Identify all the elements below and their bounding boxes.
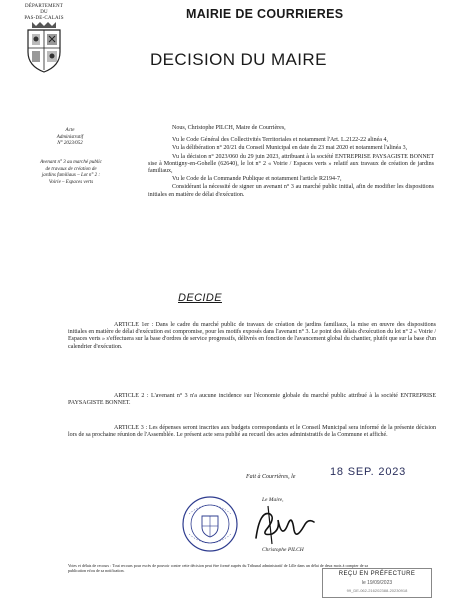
decision-object: Avenant n° 3 au marché public de travaux de création de jardins familiaux – Lot n° 2 : Voirie – Espaces verts <box>40 160 102 185</box>
ville-seal-icon <box>180 494 240 554</box>
signature-icon <box>248 500 318 548</box>
signer-name: Christophe PILCH <box>262 547 304 553</box>
stamp-title: REÇU EN PRÉFECTURE <box>338 571 416 577</box>
preamble-line: Considérant la nécessité de signer un avenant n° 3 au marché public initial, afin de modifier les dispositions initiales en matière de délai d'exécution. <box>148 184 434 198</box>
prefecture-receipt-stamp <box>322 568 432 598</box>
article-text: ARTICLE 3 : Les dépenses seront inscrites aux budgets correspondants et le Conseil Municipal sera informé de la présente décision lors de sa prochaine réunion de l'Assemblée. Le présent acte sera publié au recueil des actes administratifs de la Commune et affiché. <box>68 425 436 439</box>
acte-number: N° 2023/052 <box>57 141 83 146</box>
stamp-date: le 19/09/2023 <box>361 580 393 586</box>
article-3 <box>68 425 436 439</box>
acte-reference <box>40 128 100 148</box>
preamble-line: Vu le Code de la Commande Publique et notamment l'article R2194-7, <box>172 176 342 183</box>
preamble-line: Vu le Code Général des Collectivités Territoriales et notamment l'Art. L.2122-22 alinéa 4, <box>172 137 388 144</box>
stamp-id: 99_DE-062-216202388-20230918 <box>346 588 408 593</box>
preamble <box>148 125 434 199</box>
coat-of-arms-icon <box>24 20 64 74</box>
department-line: DU <box>40 10 48 15</box>
article-text: ARTICLE 1er : Dans le cadre du marché public de travaux de création de jardins familiaux, la mise en œuvre des dispositions initiales en matière de délai d'exécution est compromise, pour les motifs exposés dans l'avenant n° 3. Le point des délais d'exécution du lot n° 2 « Voirie / Espaces verts » s'effectuera sur la base d'ordres de service progressifs, délivrés en fonction de l'avancement global du chantier, plutôt que sur la base d'un calendrier d'exécution. <box>68 322 436 350</box>
mayor-title: Le Maire, <box>262 497 284 503</box>
mairie-heading: MAIRIE DE COURRIERES <box>186 7 344 21</box>
decide-heading: DECIDE <box>178 292 222 304</box>
signature-date-stamp: 18 SEP. 2023 <box>330 466 407 478</box>
preamble-line: Nous, Christophe PILCH, Maire de Courrières, <box>172 125 286 131</box>
preamble-line: Vu la décision n° 2023/060 du 29 juin 2023, attribuant à la société ENTREPRISE PAYSAGISTE BONNET sise à Montigny-en-Gohelle (62640), le lot n° 2 « Voirie / Espaces verts » relatif aux travaux de création de jardins familiaux, <box>148 153 434 175</box>
preamble-line: Vu la délibération n° 20/21 du Conseil Municipal en date du 23 mai 2020 et notamment l'alinéa 3, <box>172 145 408 152</box>
article-1 <box>68 322 436 351</box>
article-2 <box>68 393 436 407</box>
appeal-notice: Voies et délais de recours : Tout recours pour excès de pouvoir contre cette décision peut être formé auprès du Tribunal administratif de Lille dans un délai de deux mois à compter de sa publication et/ou de sa notification. <box>68 563 368 573</box>
department-line: PAS-DE-CALAIS <box>24 16 64 21</box>
department-line: DÉPARTEMENT <box>24 4 64 9</box>
acte-line: Administratif <box>56 134 84 140</box>
signature-place: Fait à Courrières, le <box>246 474 296 480</box>
article-text: ARTICLE 2 : L'avenant n° 3 n'a aucune incidence sur l'économie globale du marché public attribué à la société ENTREPRISE PAYSAGISTE BONNET. <box>68 393 436 407</box>
page-title: DECISION DU MAIRE <box>150 50 327 69</box>
acte-line: Acte <box>65 128 75 133</box>
